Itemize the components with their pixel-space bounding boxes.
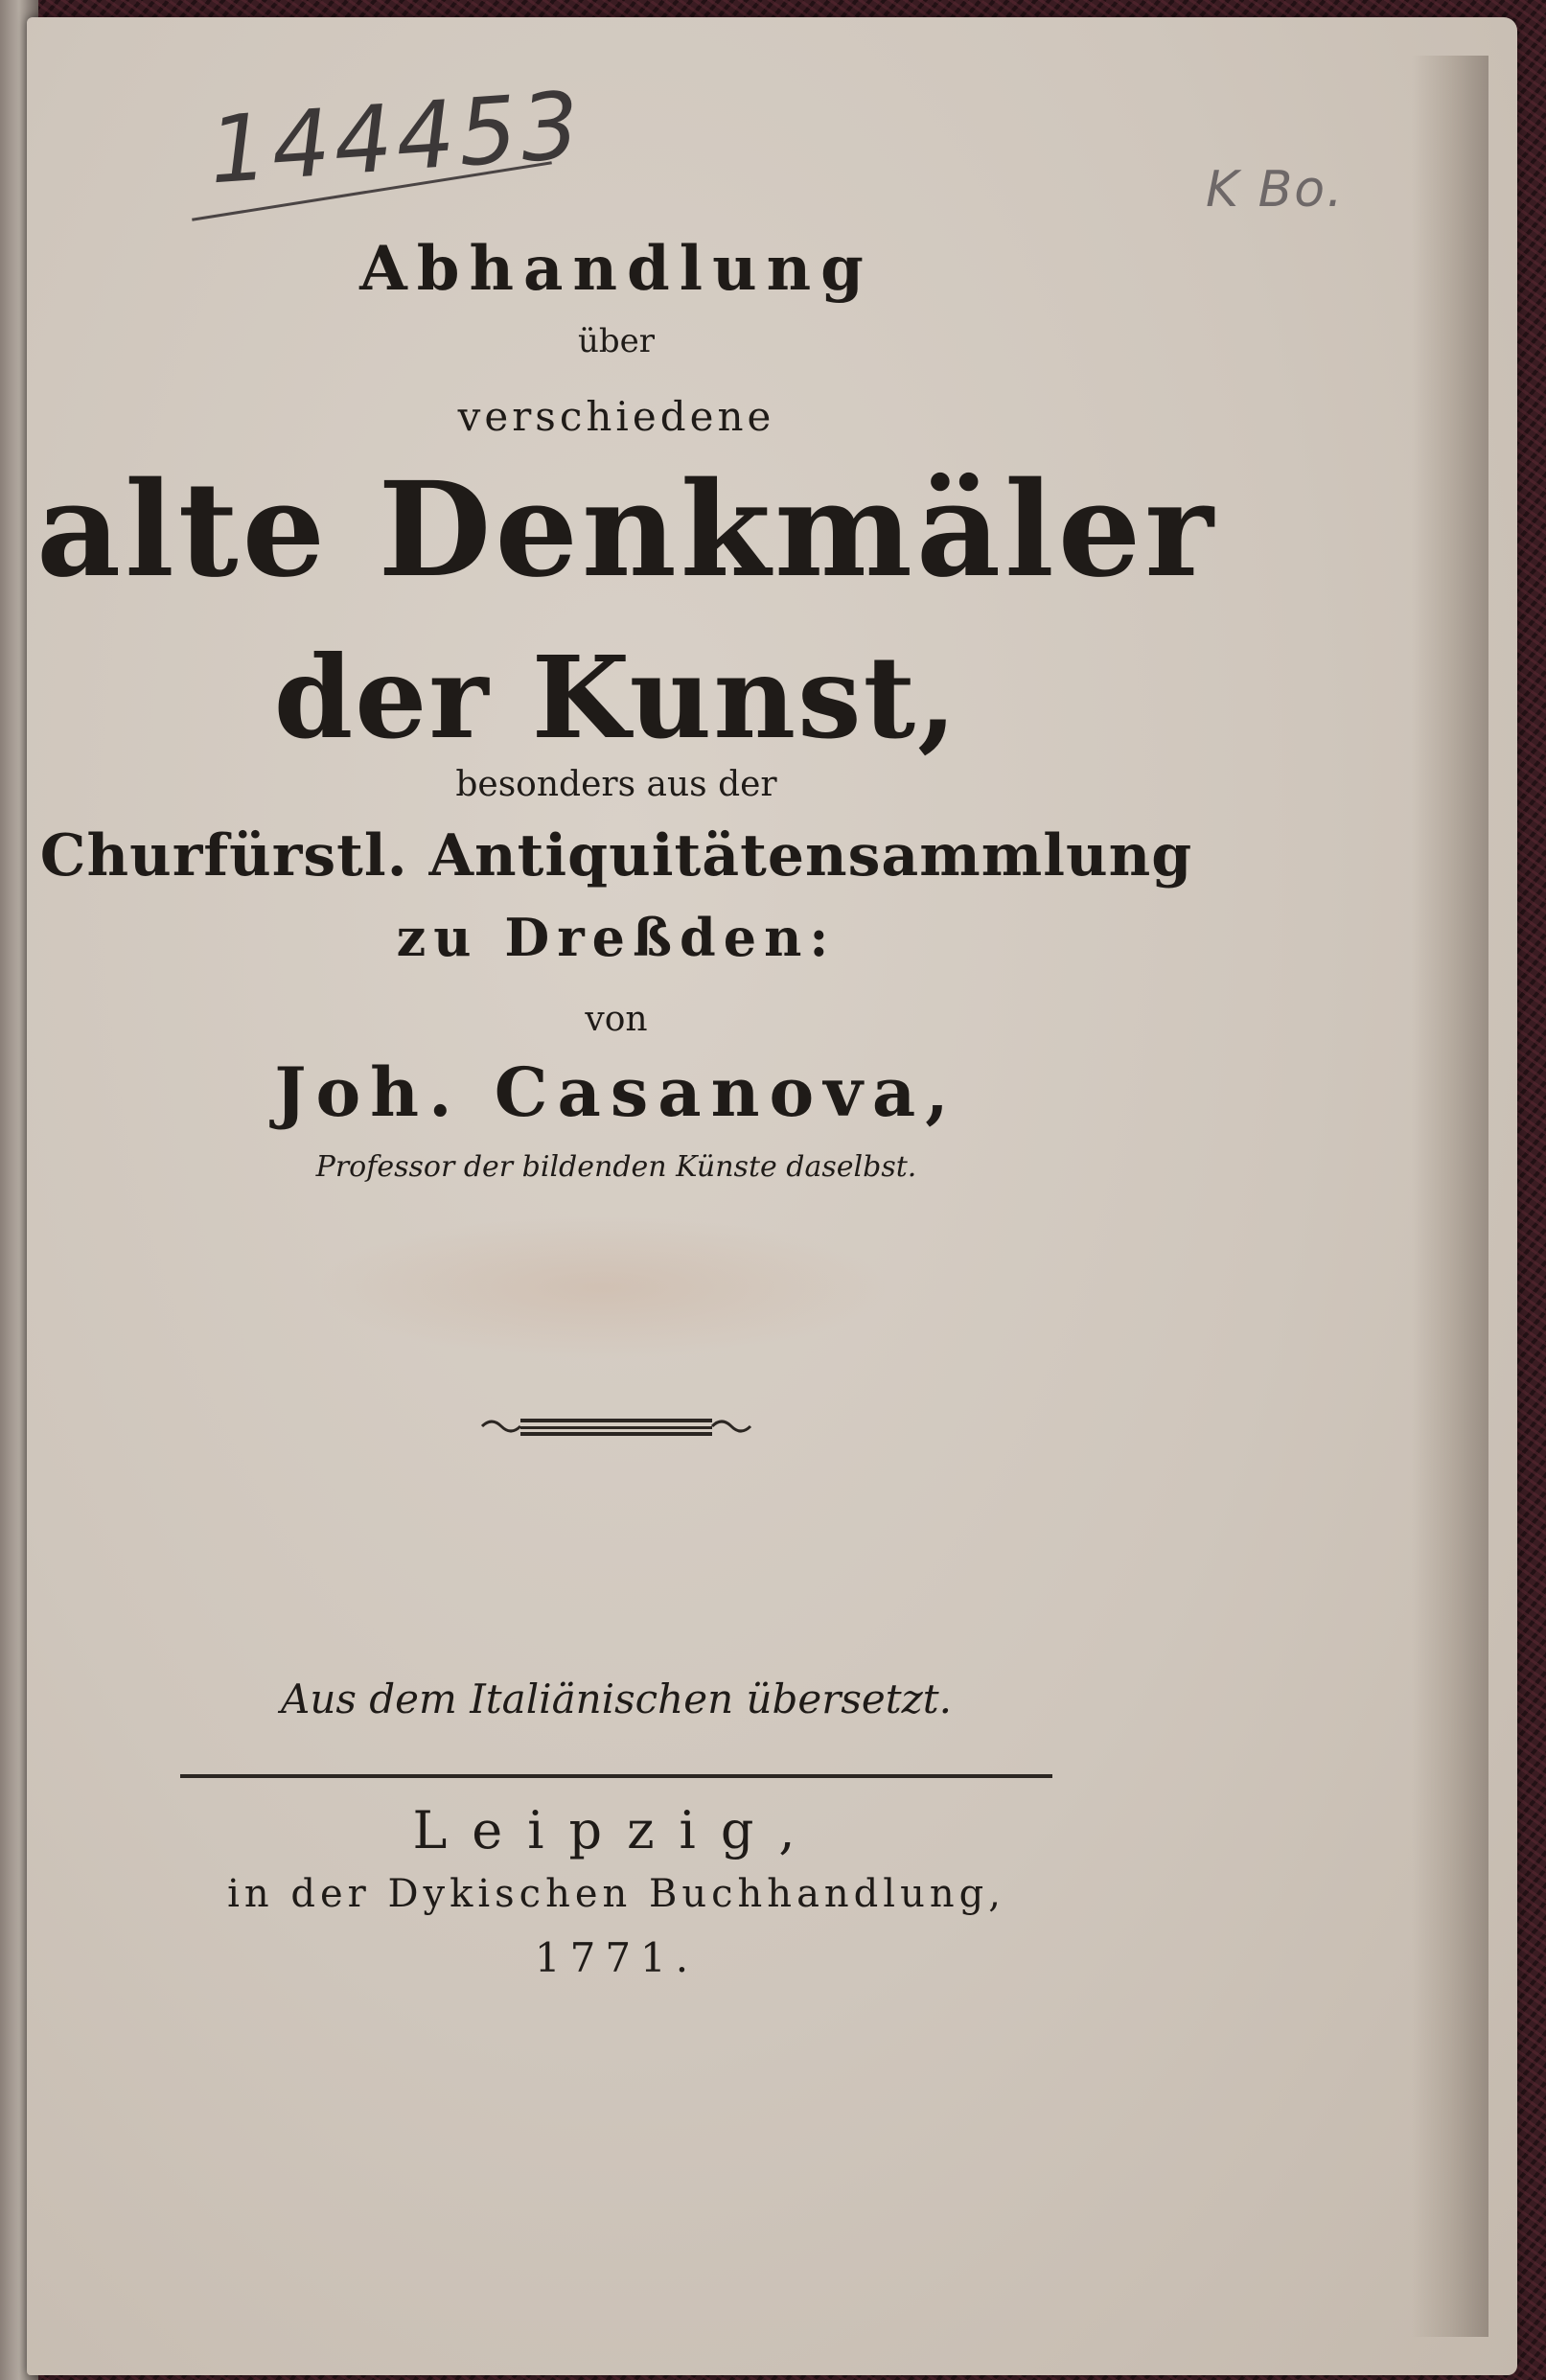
translation-note: Aus dem Italiänischen übersetzt. [281,1675,952,1722]
imprint-rule [180,1774,1052,1778]
title-main-2: der Kunst, [273,631,959,764]
title-page [27,17,1517,2375]
imprint-year: 1771. [534,1934,699,1981]
handwritten-corner-mark: K Bo. [1206,161,1345,219]
author-title: Professor der bildenden Künste daselbst. [315,1150,917,1184]
ornament-divider [477,1407,755,1445]
author-name: Joh. Casanova, [274,1052,958,1132]
subtitle-line-1: besonders aus der [455,765,777,804]
title-line-3: verschiedene [457,393,775,440]
paper-stain [314,1215,889,1359]
imprint-place: Leipzig, [412,1800,820,1860]
subtitle-line-3: zu Dreßden: [396,907,837,968]
title-main: alte Denkmäler [36,453,1217,607]
title-line-2: über [577,322,656,360]
subtitle-line-2: Churfürstl. Antiquitätensammlung [39,822,1193,890]
worn-page-edge [1412,56,1488,2337]
title-line-1: Abhandlung [359,233,873,305]
handwritten-catalog-number: 144453 [205,71,587,205]
imprint-publisher: in der Dykischen Buchhandlung, [227,1872,1005,1916]
by-line: von [585,1000,648,1039]
